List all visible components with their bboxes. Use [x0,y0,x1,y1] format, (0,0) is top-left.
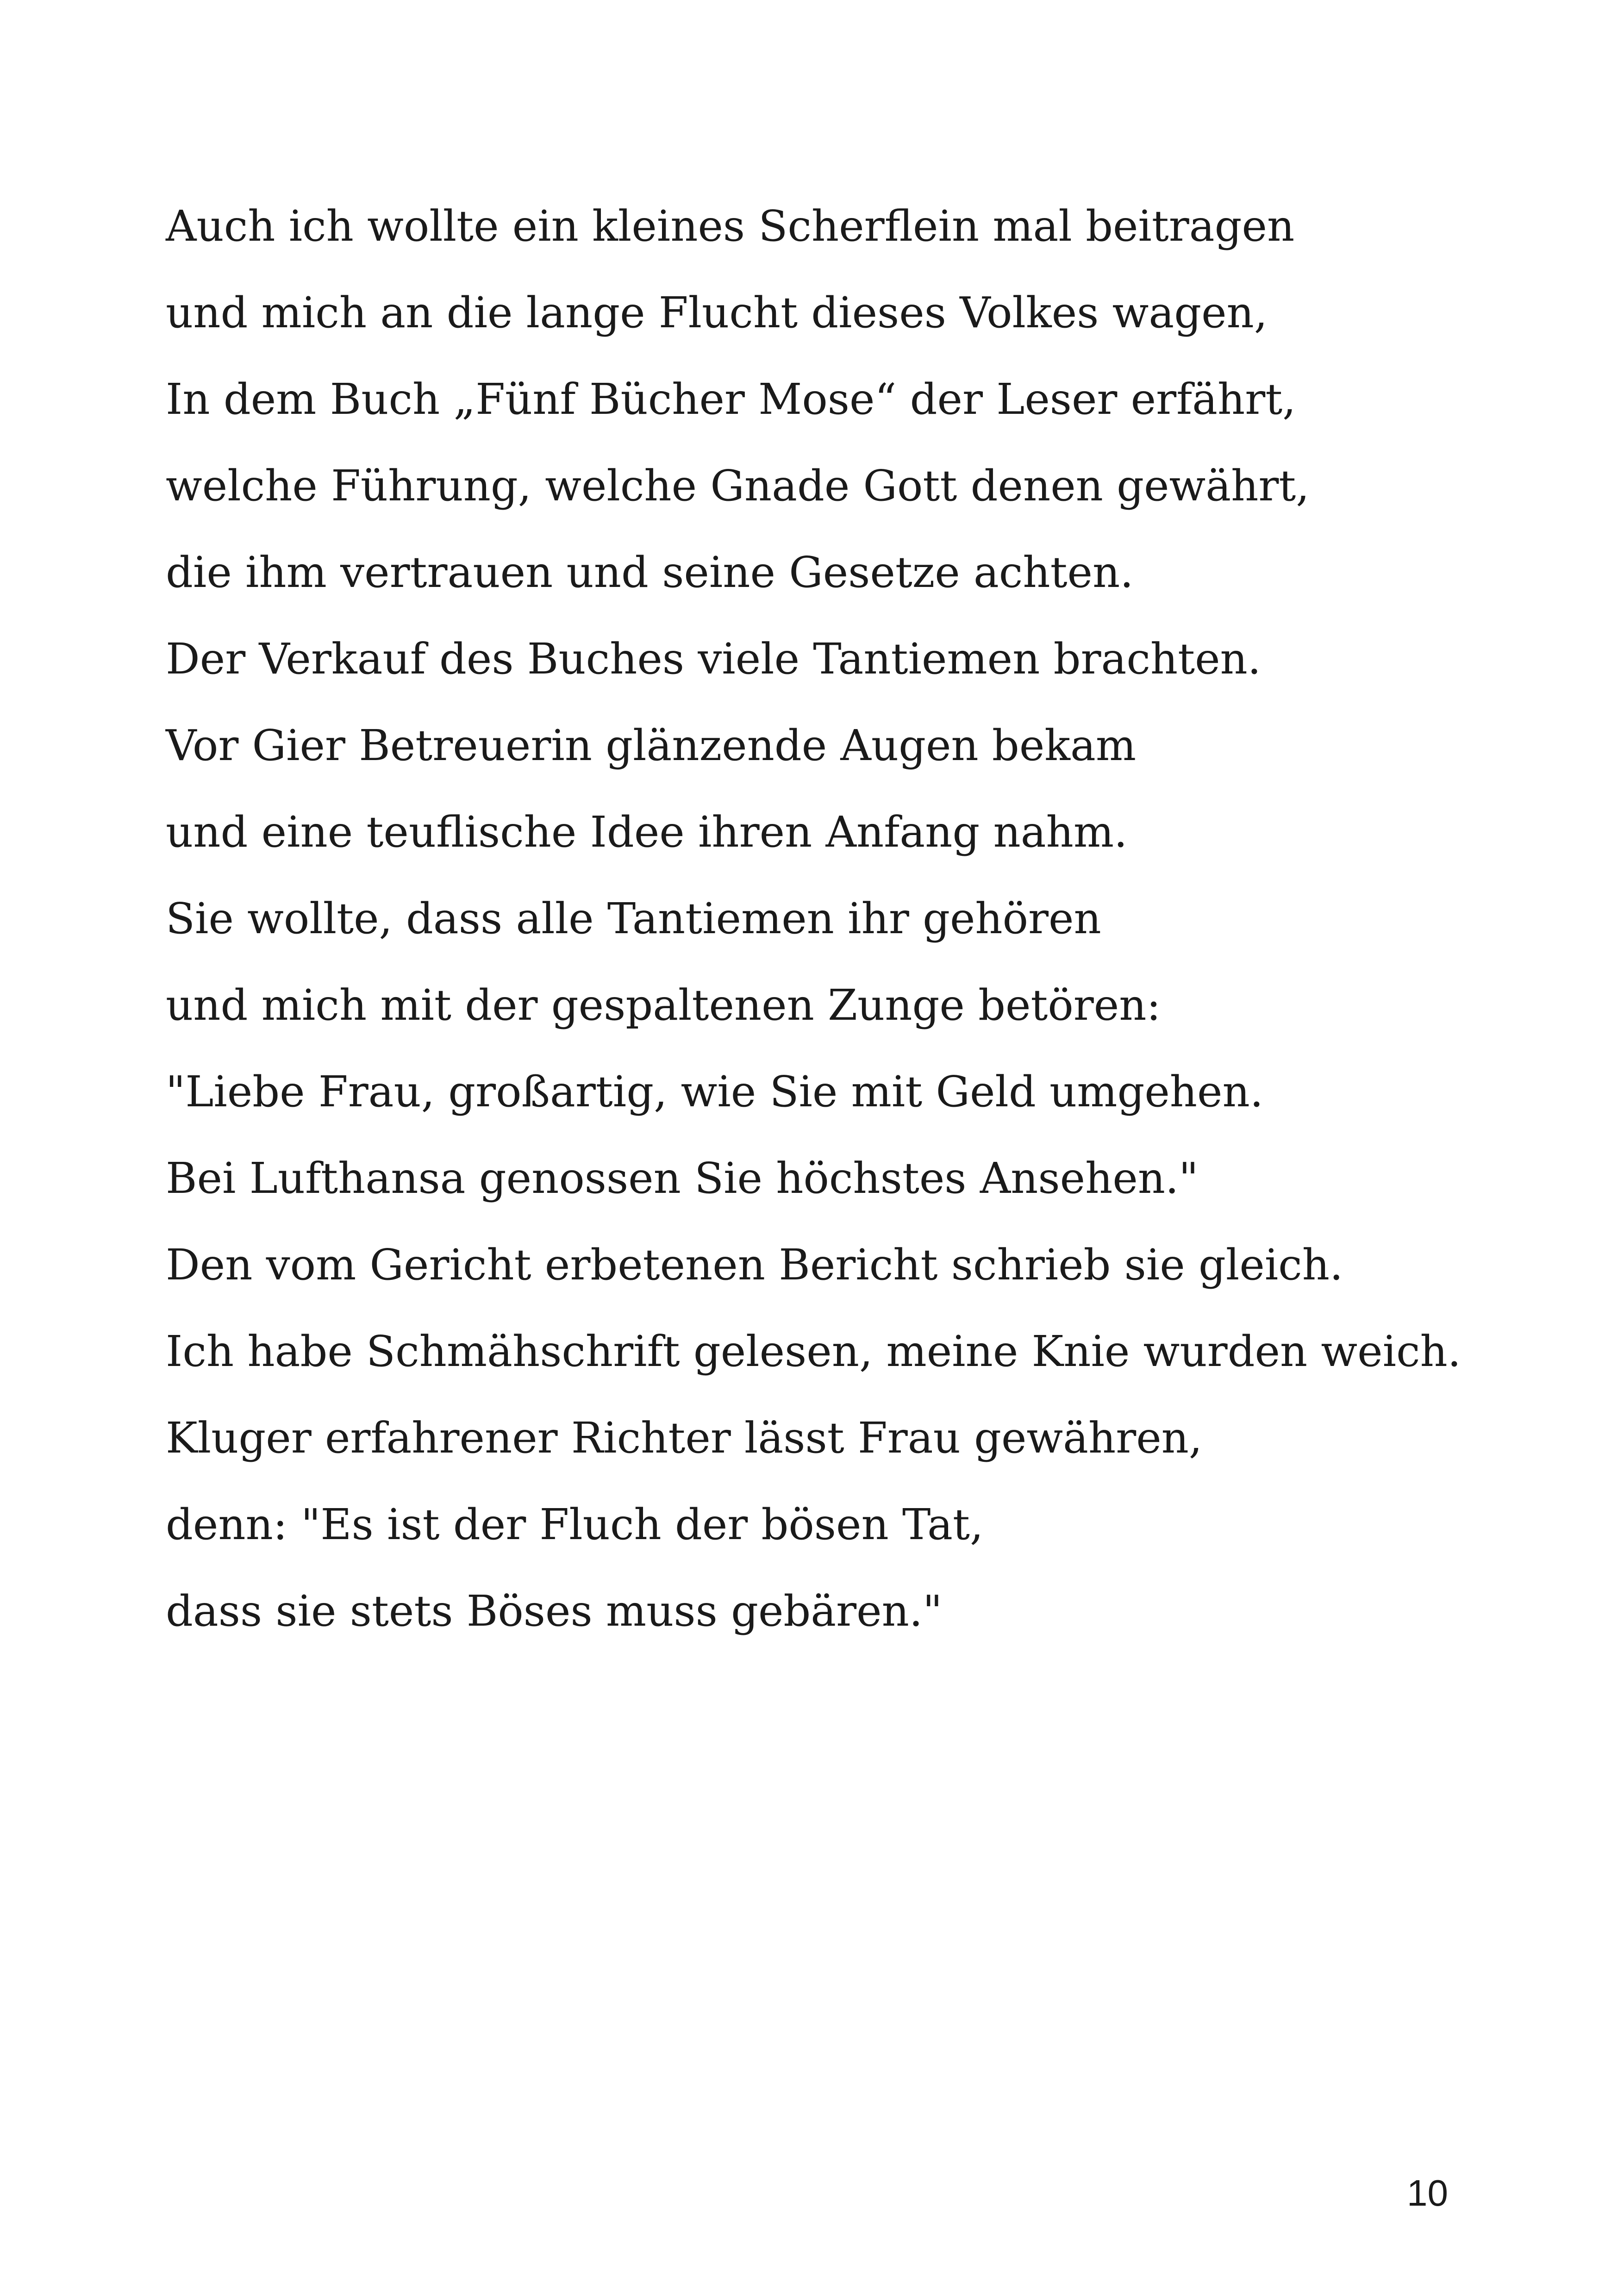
poem-line: welche Führung, welche Gnade Gott denen gewährt, [166,461,1310,511]
poem-line: Auch ich wollte ein kleines Scherflein mal beitragen [166,201,1295,251]
poem-line: Vor Gier Betreuerin glänzende Augen bekam [166,721,1137,770]
poem-line: Der Verkauf des Buches viele Tantiemen brachten. [166,634,1262,684]
poem-line: Sie wollte, dass alle Tantiemen ihr gehören [166,894,1101,943]
poem-line: die ihm vertrauen und seine Gesetze achten. [166,548,1134,597]
poem-line: Kluger erfahrener Richter lässt Frau gewähren, [166,1413,1203,1463]
poem-line: dass sie stets Böses muss gebären." [166,1586,943,1636]
poem-line: Bei Lufthansa genossen Sie höchstes Ansehen." [166,1154,1199,1203]
poem-line: denn: "Es ist der Fluch der bösen Tat, [166,1500,984,1549]
poem-line: Ich habe Schmähschrift gelesen, meine Knie wurden weich. [166,1327,1462,1376]
poem-line: "Liebe Frau, großartig, wie Sie mit Geld umgehen. [166,1067,1263,1116]
poem-line: In dem Buch „Fünf Bücher Mose“ der Leser erfährt, [166,374,1296,424]
poem-line: und mich an die lange Flucht dieses Volkes wagen, [166,288,1268,337]
poem-line: und mich mit der gespaltenen Zunge betören: [166,980,1161,1030]
poem-line: und eine teuflische Idee ihren Anfang nahm. [166,807,1128,857]
page-number: 10 [1407,2172,1448,2214]
poem-text [166,183,1555,1654]
poem-line: Den vom Gericht erbetenen Bericht schrieb sie gleich. [166,1240,1343,1290]
